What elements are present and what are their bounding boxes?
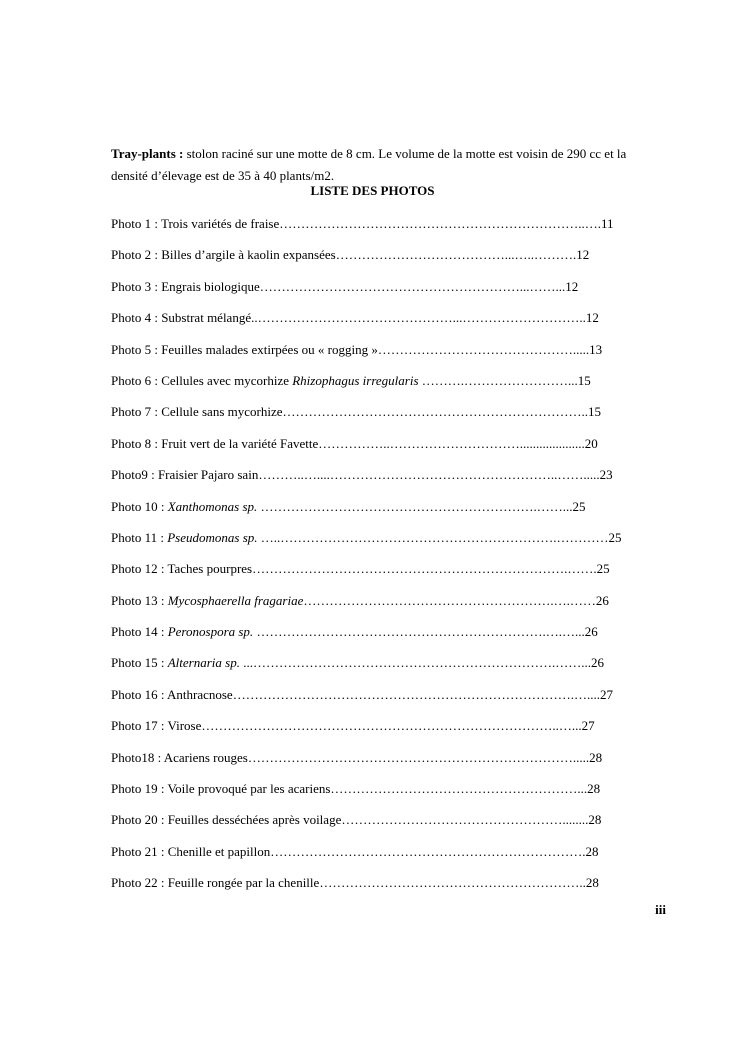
entry-dots-page: ……………………………………………………….……...25 (260, 498, 586, 514)
entry-dots-page: ……………………………………………………………..15 (282, 404, 602, 420)
entry-dots-page: ……………………………………………………………….28 (270, 843, 599, 859)
photo-entry-11 (111, 528, 666, 559)
entry-prefix: Photo 12 : Taches pourpres (111, 561, 253, 577)
photo-entry-10 (111, 497, 666, 528)
entry-italic: Mycosphaerella fragariae (167, 592, 304, 608)
intro-text: stolon raciné sur une motte de 8 cm. Le volume de la motte est voisin de 290 cc et la densité d’élevage est de 35 à 40 plants/m2. (111, 146, 627, 183)
photo-entry-12 (111, 559, 666, 590)
entry-dots-page: ……………………………………….....13 (377, 341, 603, 357)
entry-dots-page: ………………………………………………………….….…...26 (256, 624, 598, 640)
photo-entry-14 (111, 622, 666, 653)
entry-prefix: Photo 10 : (111, 498, 168, 514)
entry-italic: Rhizophagus irregularis (292, 372, 419, 388)
entry-prefix: Photo 1 : Trois variétés de fraise (111, 216, 280, 231)
entry-prefix: Photo 22 : Feuille rongée par la chenille (111, 875, 320, 891)
entry-prefix: Photo9 : Fraisier Pajaro sain (111, 467, 259, 483)
photo-entry-16 (111, 685, 666, 716)
entry-dots-page: …..……………………………………………………….…………25 (260, 529, 622, 545)
entry-dots-page: ………..…....……………………………………………..…….....23 (258, 467, 613, 483)
entry-dots-page: …………………………………………………...28 (330, 781, 601, 797)
entry-dots-page: ………………………………………………………………….....28 (247, 749, 603, 765)
entry-dots-page: ……………..…………………………....................20 (318, 435, 598, 451)
entry-prefix: Photo 5 : Feuilles malades extirpées ou « rogging » (111, 341, 378, 357)
entry-prefix: Photo 13 : (111, 592, 168, 608)
intro-term: Tray-plants : (111, 146, 184, 161)
photo-entry-2 (111, 245, 666, 276)
photo-entry-7 (111, 402, 666, 433)
entry-prefix: Photo 2 : Billes d’argile à kaolin expansées (111, 247, 336, 263)
entry-prefix: Photo 8 : Fruit vert de la variété Favette (111, 435, 319, 451)
intro-paragraph (111, 143, 666, 186)
entry-dots-page: ……….……………………...15 (421, 372, 591, 388)
photo-entry-9 (111, 465, 666, 496)
entry-dots-page: …………………………………...…..……….12 (335, 247, 590, 263)
photo-entry-21 (111, 842, 666, 873)
entry-dots-page: ……………………………………………………...……...12 (259, 278, 579, 294)
entry-prefix: Photo 15 : (111, 655, 168, 671)
photo-list (111, 214, 666, 905)
photo-entry-3 (111, 277, 666, 308)
photo-entry-15 (111, 653, 666, 684)
entry-dots-page: ...…………………………………………………………….……...26 (243, 655, 604, 671)
entry-dots-page: ..………………………………………...………………………..12 (251, 310, 599, 326)
photo-entry-1 (111, 214, 666, 245)
entry-dots-page: …………………………………………………………………….…....27 (232, 686, 613, 702)
entry-prefix: Photo 17 : Virose (111, 718, 202, 734)
entry-prefix: Photo18 : Acariens rouges (111, 749, 248, 765)
entry-dots-page: ………………………………………………….….……26 (303, 592, 609, 608)
entry-dots-page: ……………………………………………………..28 (319, 875, 599, 891)
photo-entry-13 (111, 591, 666, 622)
entry-prefix: Photo 16 : Anthracnose (111, 686, 233, 702)
entry-dots-page: ……………………………………………………………..….11 (279, 216, 614, 231)
entry-prefix: Photo 7 : Cellule sans mycorhize (111, 404, 283, 420)
list-heading: LISTE DES PHOTOS (310, 183, 435, 198)
page-number: iii (655, 902, 666, 917)
entry-italic: Xanthomonas sp. (167, 498, 258, 514)
entry-prefix: Photo 14 : (111, 624, 168, 640)
entry-prefix: Photo 3 : Engrais biologique (111, 278, 260, 294)
entry-prefix: Photo 4 : Substrat mélangé (111, 310, 252, 326)
entry-prefix: Photo 19 : Voile provoqué par les acariens (111, 781, 331, 797)
entry-prefix: Photo 6 : Cellules avec mycorhize (111, 372, 293, 388)
photo-entry-19 (111, 779, 666, 810)
photo-entry-8 (111, 434, 666, 465)
entry-prefix: Photo 11 : (111, 529, 168, 545)
photo-entry-18 (111, 748, 666, 779)
photo-entry-5 (111, 340, 666, 371)
entry-italic: Peronospora sp. (167, 624, 254, 640)
photo-entry-6 (111, 371, 666, 402)
entry-dots-page: ………………………………………………………………………..…...27 (201, 718, 595, 734)
photo-entry-20 (111, 810, 666, 841)
photo-entry-22 (111, 873, 666, 904)
entry-dots-page: ……………………………………………………………….…….25 (252, 561, 610, 577)
entry-italic: Alternaria sp. (167, 655, 240, 671)
entry-italic: Pseudomonas sp. (167, 529, 258, 545)
entry-prefix: Photo 20 : Feuilles desséchées après voilage (111, 812, 342, 828)
entry-prefix: Photo 21 : Chenille et papillon (111, 843, 271, 859)
entry-dots-page: ……………………………………………........28 (341, 812, 602, 828)
photo-entry-4 (111, 308, 666, 339)
photo-entry-17 (111, 716, 666, 747)
